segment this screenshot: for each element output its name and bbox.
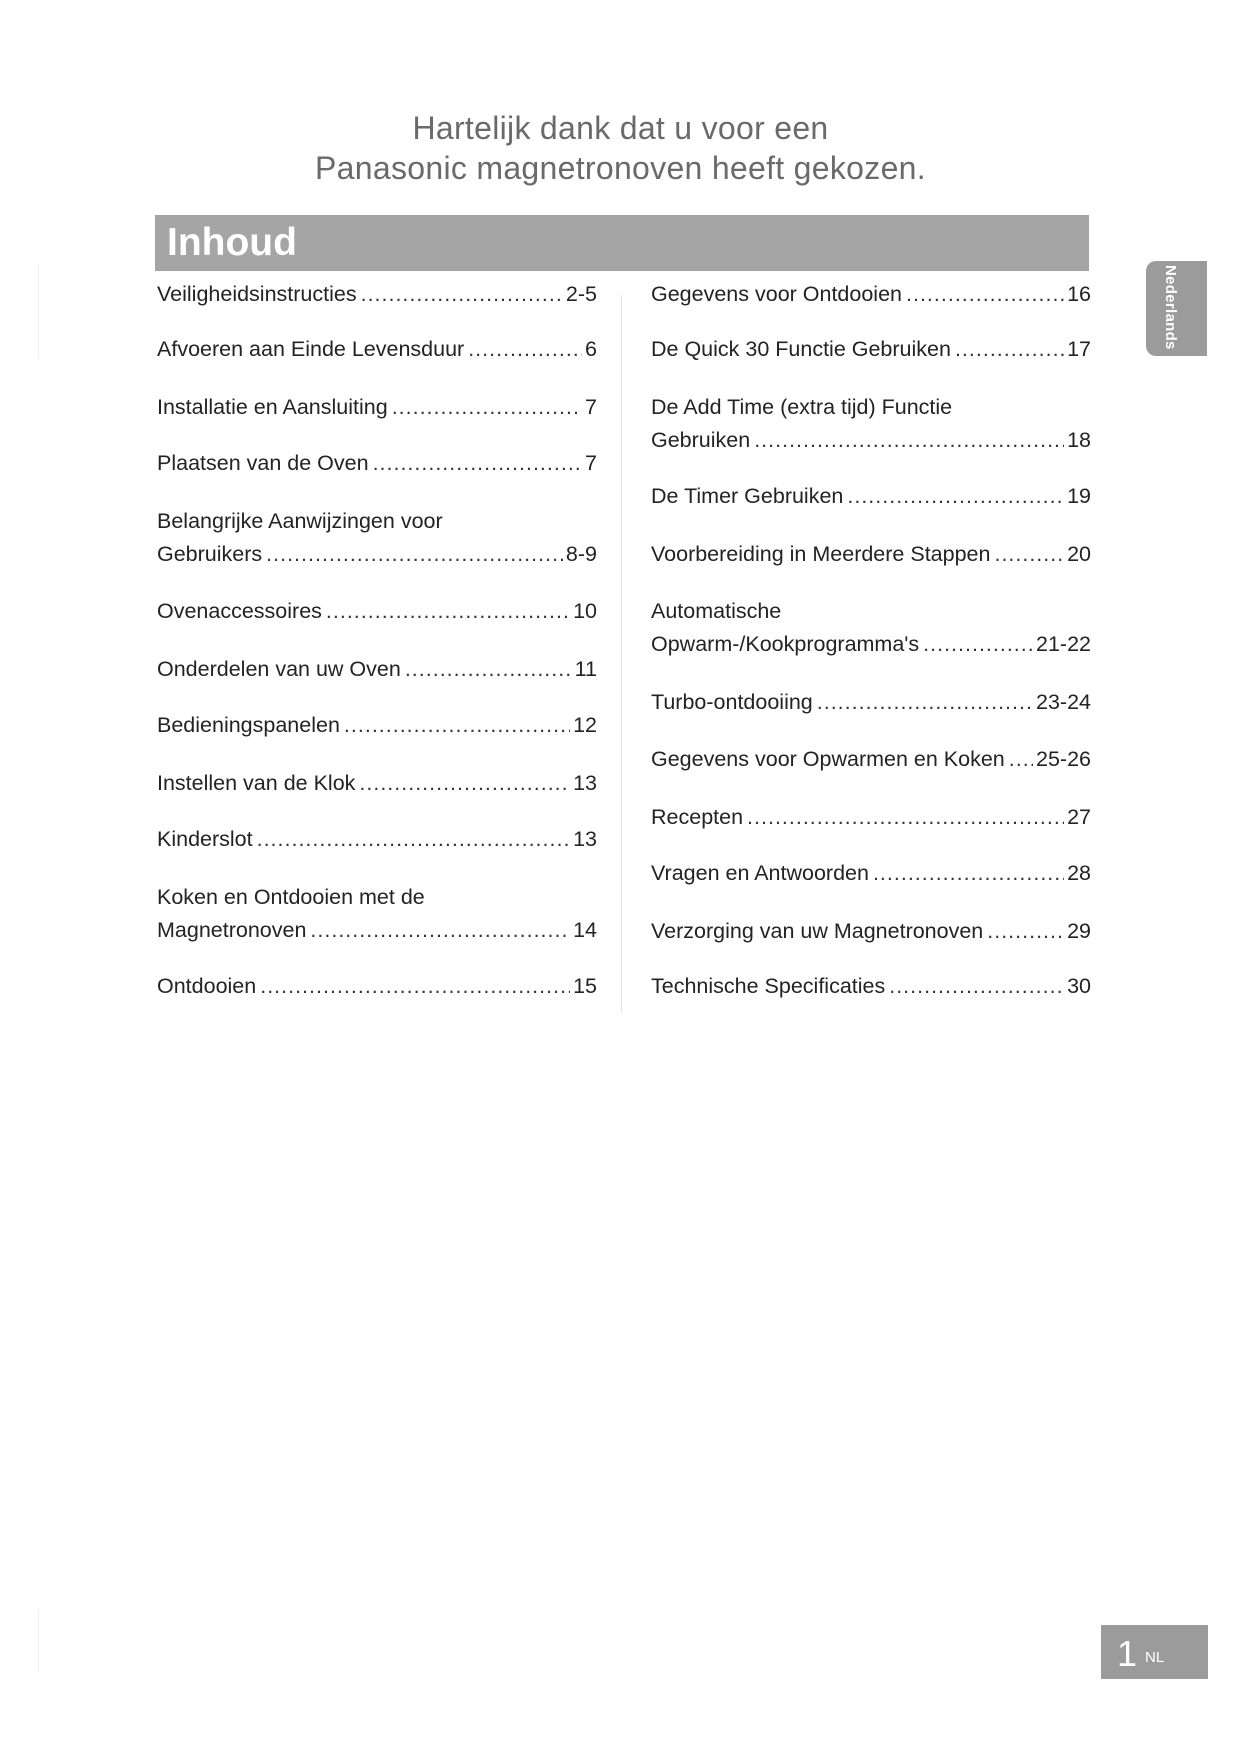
toc-entry-title: Technische Specificaties [651, 974, 886, 998]
toc-entry-page: 20 [1067, 542, 1091, 566]
toc-entry-page: 29 [1067, 919, 1091, 943]
toc-entry[interactable] [157, 970, 597, 1003]
dot-leader [468, 333, 582, 366]
toc-entry-page: 13 [573, 771, 597, 795]
toc-entry-page: 27 [1067, 805, 1091, 829]
page-number: 1 [1117, 1633, 1138, 1674]
toc-entry[interactable] [157, 278, 597, 311]
toc-entry-page: 15 [573, 974, 597, 998]
intro-line-1: Hartelijk dank dat u voor een [412, 110, 829, 146]
dot-leader [361, 278, 563, 311]
toc-entry[interactable] [157, 391, 597, 424]
language-side-tab [1146, 261, 1207, 356]
toc-entry-title: Gebruikers [157, 542, 263, 566]
toc-entry[interactable] [157, 447, 597, 480]
dot-leader [373, 447, 582, 480]
toc-entry[interactable] [651, 391, 1091, 457]
toc-entry[interactable] [651, 801, 1091, 834]
toc-entry[interactable] [157, 881, 597, 947]
toc-entry-page: 7 [585, 451, 597, 475]
toc-entry-title: Verzorging van uw Magnetronoven [651, 919, 984, 943]
toc-entry-title-line1: De Add Time (extra tijd) Functie [651, 395, 953, 419]
toc-entry-page: 17 [1067, 337, 1091, 361]
toc-entry[interactable] [651, 278, 1091, 311]
toc-entry-page: 25-26 [1036, 747, 1091, 771]
dot-leader [987, 915, 1064, 948]
column-divider [621, 295, 622, 1013]
toc-entry-page: 16 [1067, 282, 1091, 306]
toc-entry-title: Gebruiken [651, 428, 751, 452]
toc-entry[interactable] [157, 653, 597, 686]
toc-entry-title: Plaatsen van de Oven [157, 451, 369, 475]
toc-entry[interactable] [651, 743, 1091, 776]
toc-entry-page: 6 [585, 337, 597, 361]
toc-entry-title: Ovenaccessoires [157, 599, 322, 623]
toc-entry[interactable] [157, 595, 597, 628]
toc-entry-page: 8-9 [565, 542, 597, 566]
toc-entry[interactable] [157, 709, 597, 742]
toc-entry-title: Gegevens voor Opwarmen en Koken [651, 747, 1005, 771]
dot-leader [392, 391, 582, 424]
dot-leader [873, 857, 1064, 890]
toc-entry-title: Veiligheidsinstructies [157, 282, 357, 306]
scan-edge-mark [38, 1610, 39, 1672]
dot-leader [955, 333, 1064, 366]
scan-edge-mark [38, 262, 39, 358]
toc-entry[interactable] [651, 915, 1091, 948]
dot-leader [923, 628, 1033, 661]
language-side-tab-label: Nederlands [1162, 265, 1179, 350]
intro-heading [0, 108, 1241, 188]
toc-entry-title: Ontdooien [157, 974, 257, 998]
toc-entry-title: Voorbereiding in Meerdere Stappen [651, 542, 991, 566]
dot-leader [847, 480, 1064, 513]
toc-entry-title: Gegevens voor Ontdooien [651, 282, 902, 306]
toc-entry-title: Opwarm-/Kookprogramma's [651, 632, 920, 656]
toc-entry-title-line1: Automatische [651, 599, 782, 623]
dot-leader [906, 278, 1064, 311]
toc-entry-page: 30 [1067, 974, 1091, 998]
dot-leader [747, 801, 1064, 834]
toc-entry-title: Onderdelen van uw Oven [157, 657, 401, 681]
dot-leader [889, 970, 1064, 1003]
toc-entry-title-line1: Koken en Ontdooien met de [157, 885, 425, 909]
toc-entry-title: Instellen van de Klok [157, 771, 356, 795]
dot-leader [310, 914, 570, 947]
toc-entry-page: 13 [573, 827, 597, 851]
toc-entry-title: Vragen en Antwoorden [651, 861, 869, 885]
toc-entry-page: 12 [573, 713, 597, 737]
toc-entry-title: De Timer Gebruiken [651, 484, 844, 508]
dot-leader [266, 538, 563, 571]
toc-entry-page: 7 [585, 395, 597, 419]
intro-line-2: Panasonic magnetronoven heeft gekozen. [315, 150, 926, 186]
dot-leader [817, 686, 1033, 719]
toc-entry[interactable] [157, 823, 597, 856]
toc-entry-page: 23-24 [1036, 690, 1091, 714]
toc-entry[interactable] [651, 686, 1091, 719]
dot-leader [405, 653, 572, 686]
toc-entry-title-line1: Belangrijke Aanwijzingen voor [157, 509, 443, 533]
toc-entry[interactable] [651, 595, 1091, 661]
dot-leader [257, 823, 570, 856]
toc-entry-title: Afvoeren aan Einde Levensduur [157, 337, 465, 361]
toc-entry-title: De Quick 30 Functie Gebruiken [651, 337, 951, 361]
toc-entry-page: 11 [574, 657, 597, 681]
toc-entry-page: 2-5 [565, 282, 597, 306]
toc-entry-title: Installatie en Aansluiting [157, 395, 388, 419]
dot-leader [994, 538, 1064, 571]
toc-entry-page: 21-22 [1036, 632, 1091, 656]
dot-leader [359, 767, 570, 800]
page-language-code: NL [1145, 1649, 1165, 1666]
dot-leader [260, 970, 570, 1003]
toc-entry[interactable] [651, 538, 1091, 571]
toc-entry-page: 14 [573, 918, 597, 942]
page-number-box [1101, 1625, 1208, 1679]
toc-banner [155, 215, 1089, 271]
dot-leader [326, 595, 570, 628]
toc-title: Inhoud [167, 221, 297, 264]
toc-entry[interactable] [157, 333, 597, 366]
toc-entry[interactable] [651, 970, 1091, 1003]
toc-entry-title: Magnetronoven [157, 918, 307, 942]
dot-leader [1009, 743, 1033, 776]
toc-entry[interactable] [157, 505, 597, 571]
toc-entry-title: Recepten [651, 805, 744, 829]
toc-entry-page: 28 [1067, 861, 1091, 885]
toc-entry-title: Turbo-ontdooiing [651, 690, 813, 714]
toc-entry-title: Bedieningspanelen [157, 713, 340, 737]
toc-entry[interactable] [651, 480, 1091, 513]
toc-entry-page: 10 [573, 599, 597, 623]
toc-entry-page: 18 [1067, 428, 1091, 452]
toc-entry-title: Kinderslot [157, 827, 253, 851]
toc-entry[interactable] [651, 333, 1091, 366]
dot-leader [344, 709, 570, 742]
toc-entry-page: 19 [1067, 484, 1091, 508]
toc-entry[interactable] [651, 857, 1091, 890]
toc-entry[interactable] [157, 767, 597, 800]
dot-leader [754, 424, 1064, 457]
